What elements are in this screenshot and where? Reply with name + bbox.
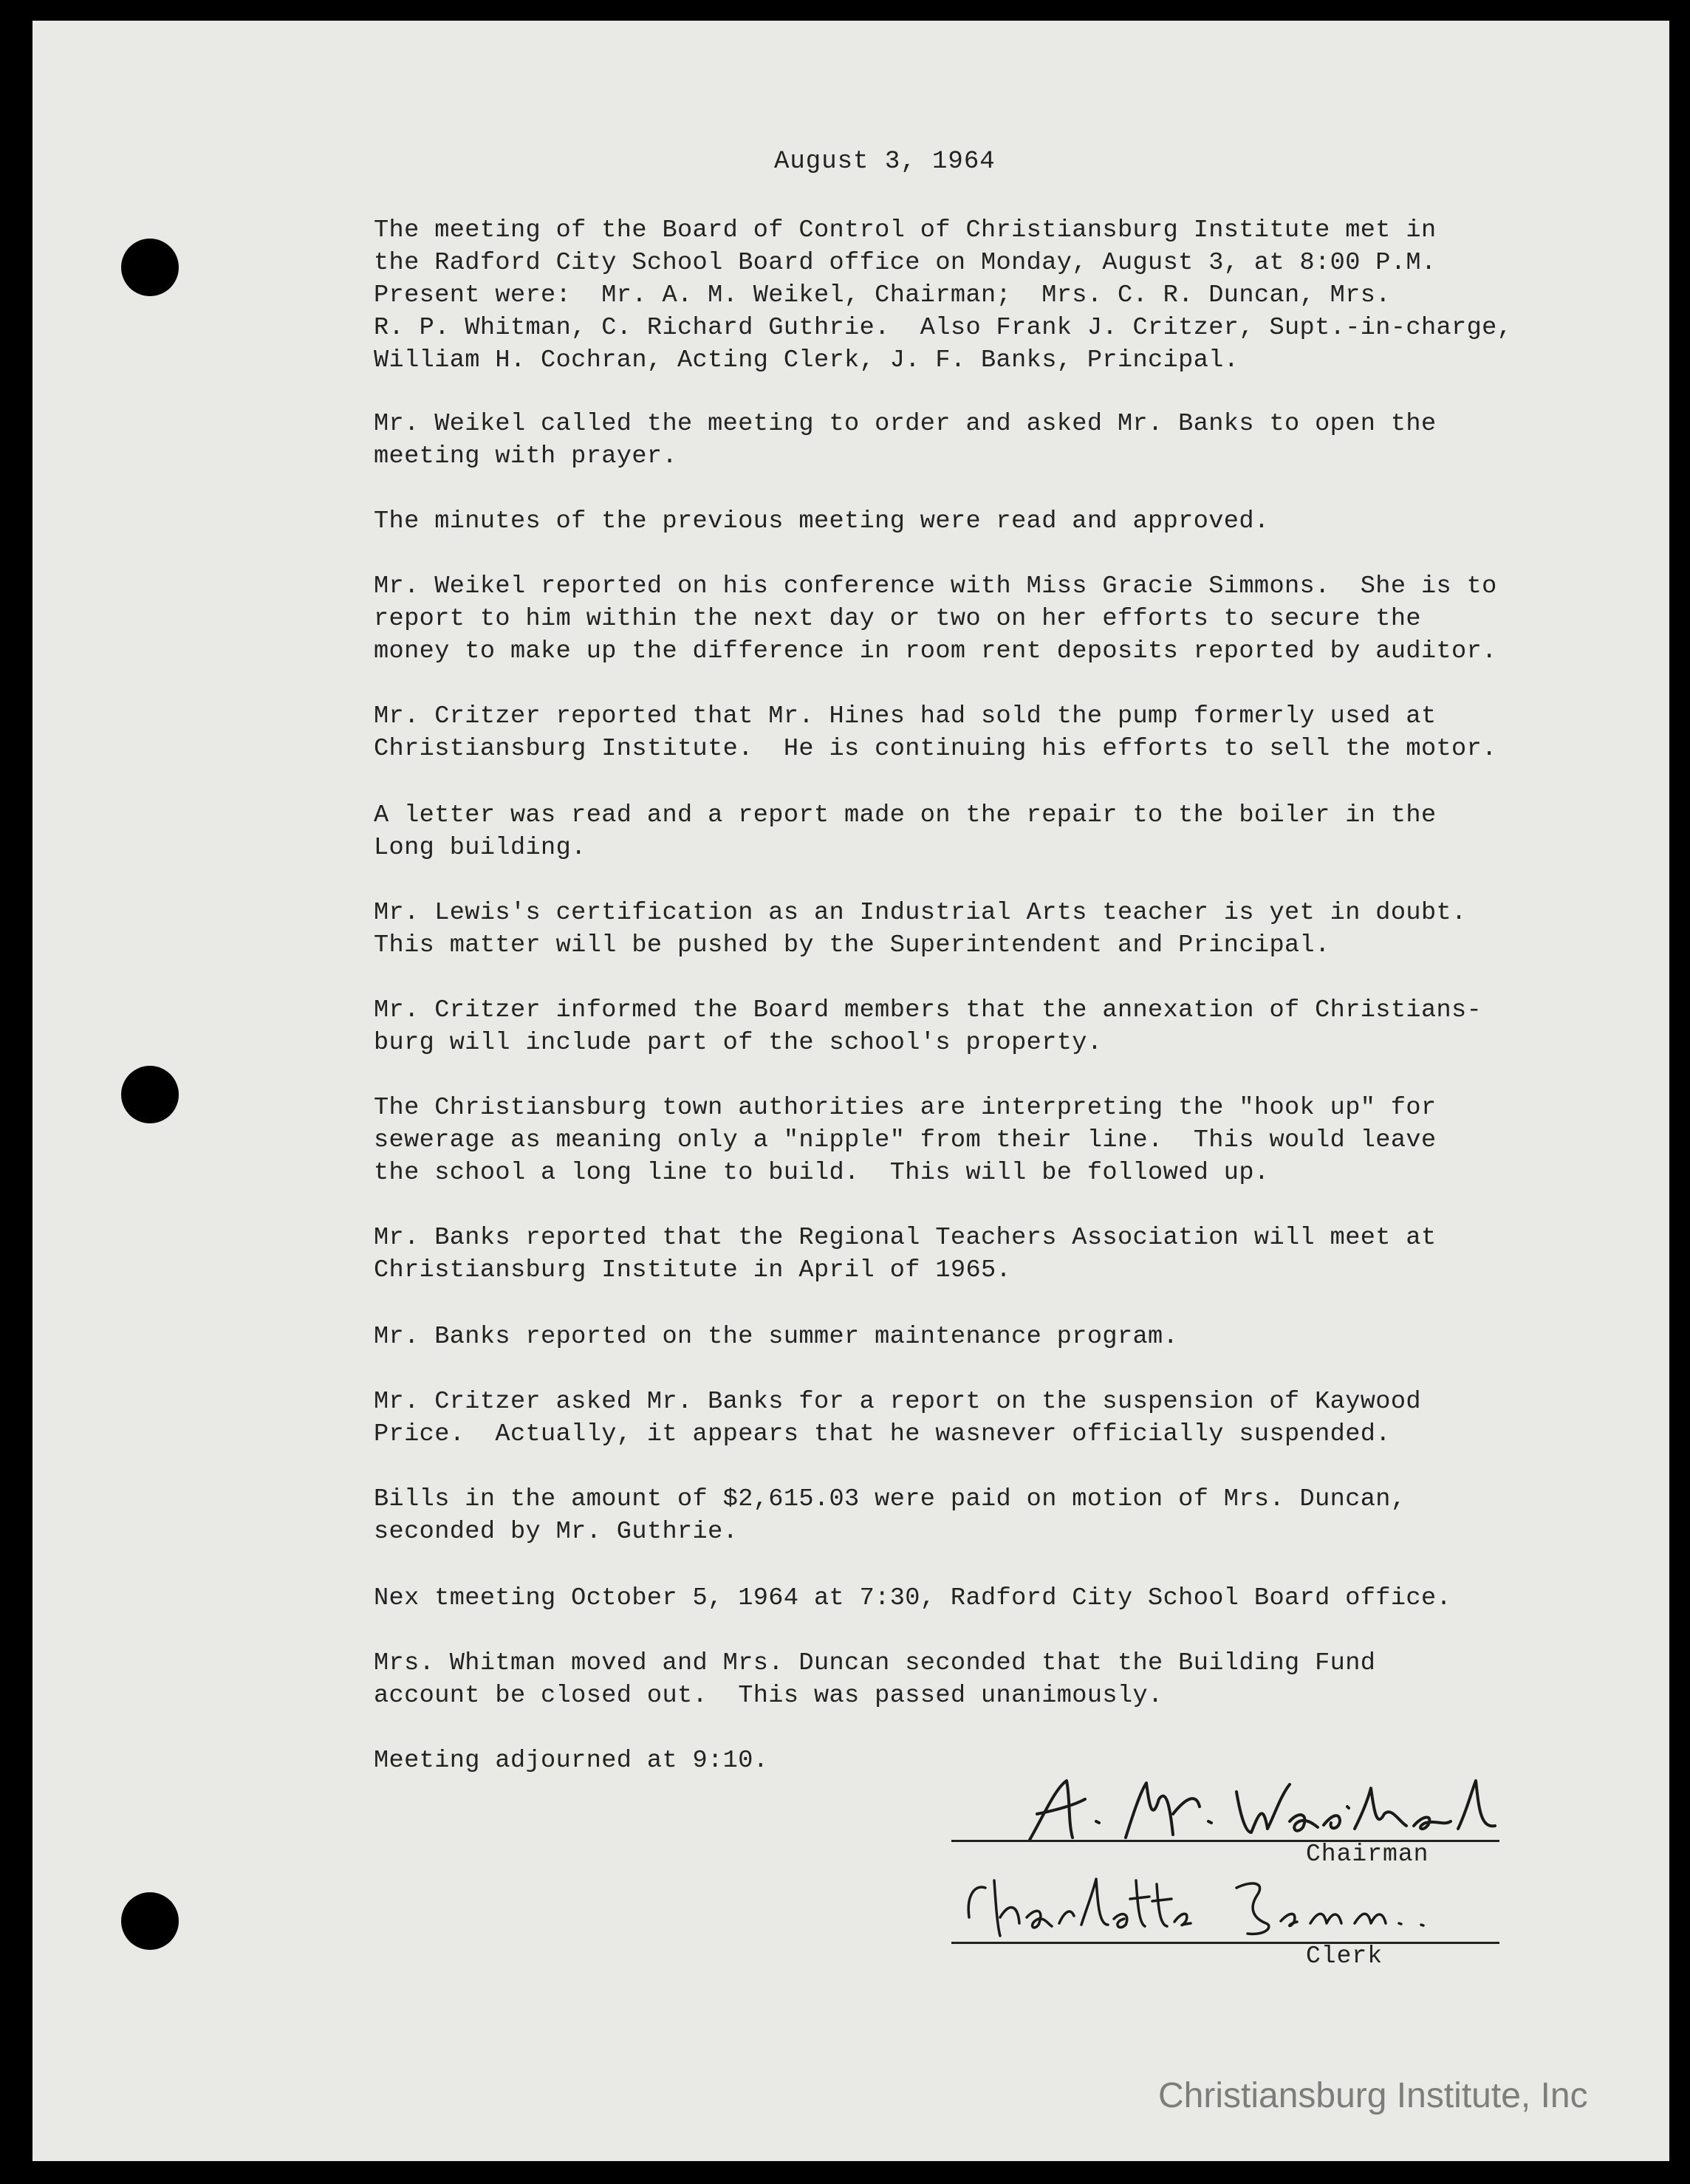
document-date: August 3, 1964	[774, 148, 996, 176]
paragraph-call-to-order: Mr. Weikel called the meeting to order and asked Mr. Banks to open the meeting with prayer.	[374, 410, 1437, 470]
punch-hole-bottom	[121, 1892, 179, 1950]
watermark: Christiansburg Institute, Inc	[1158, 2076, 1588, 2115]
paragraph-minutes: The minutes of the previous meeting were read and approved.	[374, 507, 1270, 535]
punch-hole-middle	[121, 1066, 179, 1123]
paragraph-association: Mr. Banks reported that the Regional Teachers Association will meet at Christiansburg Institute in April of 1965.	[374, 1224, 1437, 1284]
paragraph-building-fund: Mrs. Whitman moved and Mrs. Duncan seconded that the Building Fund account be closed out. This was passed unanimously.	[374, 1649, 1376, 1710]
clerk-signature-line	[951, 1942, 1499, 1944]
document-page	[32, 21, 1669, 2161]
chairman-label: Chairman	[1306, 1841, 1429, 1868]
paragraph-adjourned: Meeting adjourned at 9:10.	[374, 1747, 769, 1775]
paragraph-annexation: Mr. Critzer informed the Board members that the annexation of Christians- burg will include part of the school's property.	[374, 996, 1482, 1057]
clerk-label: Clerk	[1306, 1942, 1383, 1970]
paragraph-next-meeting: Nex tmeeting October 5, 1964 at 7:30, Radford City School Board office.	[374, 1584, 1452, 1612]
paragraph-suspension: Mr. Critzer asked Mr. Banks for a report on the suspension of Kaywood Price. Actually, it appears that he wasnever officially suspended.	[374, 1388, 1421, 1448]
paragraph-bills: Bills in the amount of $2,615.03 were paid on motion of Mrs. Duncan, seconded by Mr. Guthrie.	[374, 1485, 1406, 1546]
paragraph-boiler: A letter was read and a report made on the repair to the boiler in the Long building.	[374, 801, 1437, 862]
paragraph-simmons: Mr. Weikel reported on his conference with Miss Gracie Simmons. She is to report to him within the next day or two on her efforts to secure the money to make up the difference in room rent deposits reported by auditor.	[374, 572, 1497, 665]
paragraph-sewerage: The Christiansburg town authorities are interpreting the "hook up" for sewerage as meaning only a "nipple" from their line. This would leave the school a long line to build. This will be followed up.	[374, 1094, 1437, 1187]
chairman-signature	[1015, 1770, 1532, 1851]
paragraph-maintenance: Mr. Banks reported on the summer maintenance program.	[374, 1323, 1179, 1351]
paragraph-certification: Mr. Lewis's certification as an Industrial Arts teacher is yet in doubt. This matter will be pushed by the Superintendent and Principal.	[374, 899, 1467, 959]
punch-hole-top	[121, 239, 179, 296]
clerk-signature	[956, 1866, 1547, 1947]
paragraph-pump: Mr. Critzer reported that Mr. Hines had sold the pump formerly used at Christiansburg Institute. He is continuing his efforts to sell the motor.	[374, 702, 1497, 763]
paragraph-attendance: The meeting of the Board of Control of Christiansburg Institute met in the Radford City School Board office on Monday, August 3, at 8:00 P.M. Present were: Mr. A. M. Weikel, Chairman; Mrs. C. R. Duncan, Mrs. R. P. Whitman, C. Richard Guthrie. Also Frank J. Critzer, Supt.-in-charge, William H. Cochran, Acting Clerk, J. F. Banks, Principal.	[374, 216, 1513, 374]
